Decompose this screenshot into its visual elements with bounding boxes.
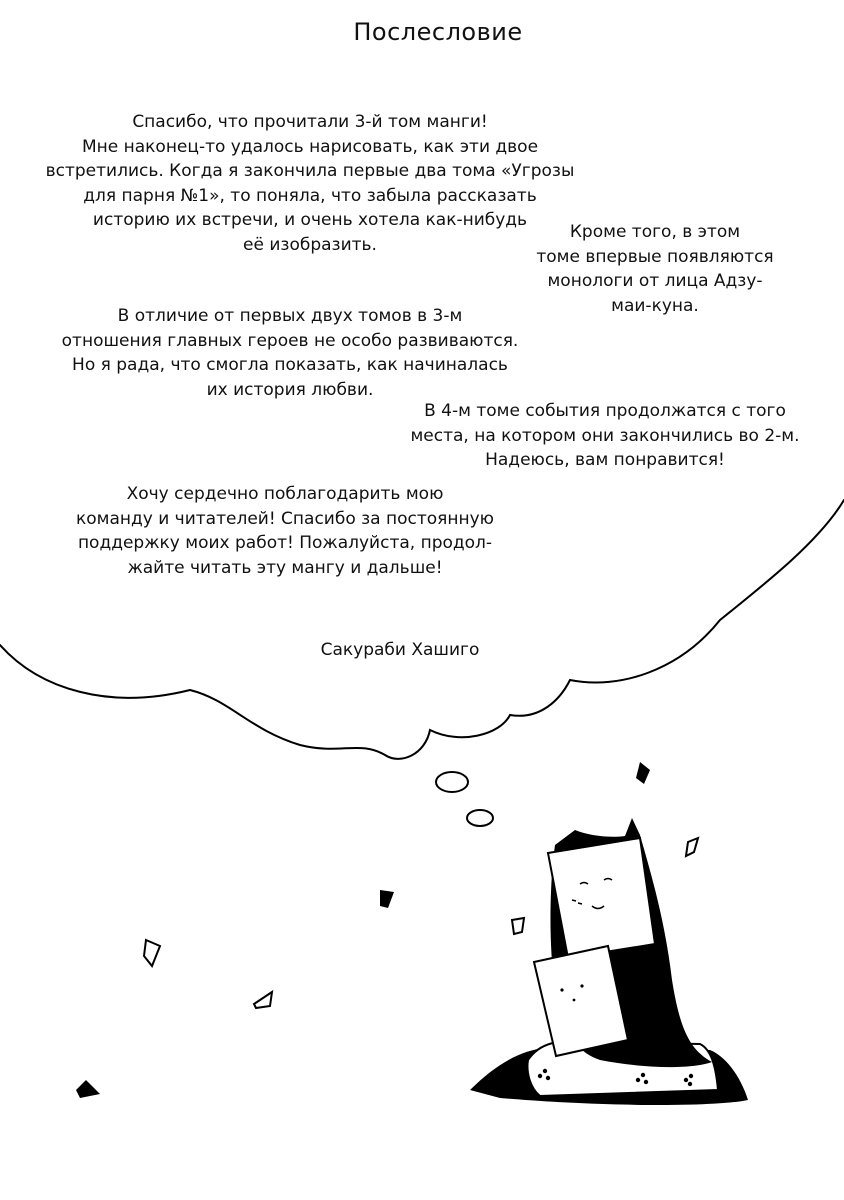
text-line: её изобразить.: [243, 234, 377, 255]
text-line: встретились. Когда я закончила первые два тома «Угрозы: [45, 161, 575, 181]
petal-icon: [144, 940, 160, 966]
text-line: Но я рада, что смогла показать, как начиналась: [72, 355, 508, 375]
text-line: Надеюсь, вам понравится!: [485, 450, 725, 470]
petal-icon: [76, 1080, 100, 1098]
petal-icon: [686, 838, 698, 856]
text-line: Мне наконец-то удалось нарисовать, как эти двое: [81, 136, 539, 157]
text-line: места, на котором они закончились во 2-м.: [410, 425, 800, 446]
text-line: отношения главных героев не особо развиваются.: [61, 330, 519, 351]
text-line: для парня №1», то поняла, что забыла рассказать: [83, 185, 537, 206]
text-line: В 4-м томе события продолжатся с того: [424, 401, 786, 421]
smaller-thought-bubble: [467, 810, 493, 826]
author-signature: Сакураби Хашиго: [320, 640, 480, 660]
text-line: монологи от лица Адзу-: [547, 271, 763, 291]
text-line: команду и читателей! Спасибо за постоянную: [75, 508, 494, 529]
afterword-paragraph-thanks: [40, 110, 580, 257]
text-line: их история любви.: [206, 379, 374, 400]
petal-icon: [636, 762, 650, 784]
text-line: Кроме того, в этом: [569, 222, 741, 242]
afterword-paragraph-monologues: [510, 220, 800, 318]
petal-icon: [254, 992, 272, 1008]
afterword-paragraph-gratitude: [60, 482, 510, 580]
text-line: Хочу сердечно поблагодарить мою: [126, 484, 444, 504]
afterword-paragraph-relationship: [40, 304, 540, 402]
petal-icon: [380, 890, 394, 908]
text-line: жайте читать эту мангу и дальше!: [127, 557, 443, 578]
text-line: В отличие от первых двух томов в 3-м: [117, 306, 463, 326]
small-thought-bubble: [436, 772, 468, 792]
text-line: историю их встречи, и очень хотела как-нибудь: [92, 210, 528, 230]
text-line: поддержку моих работ! Пожалуйста, продол-: [77, 533, 493, 553]
page-title: Послесловие: [353, 18, 523, 46]
text-line: Спасибо, что прочитали 3-й том манги!: [132, 112, 488, 132]
text-line: маи-куна.: [611, 295, 699, 316]
cat-face-card: [548, 838, 655, 958]
afterword-paragraph-next-volume: [395, 399, 815, 473]
petal-icon: [512, 918, 524, 934]
text-line: томе впервые появляются: [536, 246, 774, 267]
